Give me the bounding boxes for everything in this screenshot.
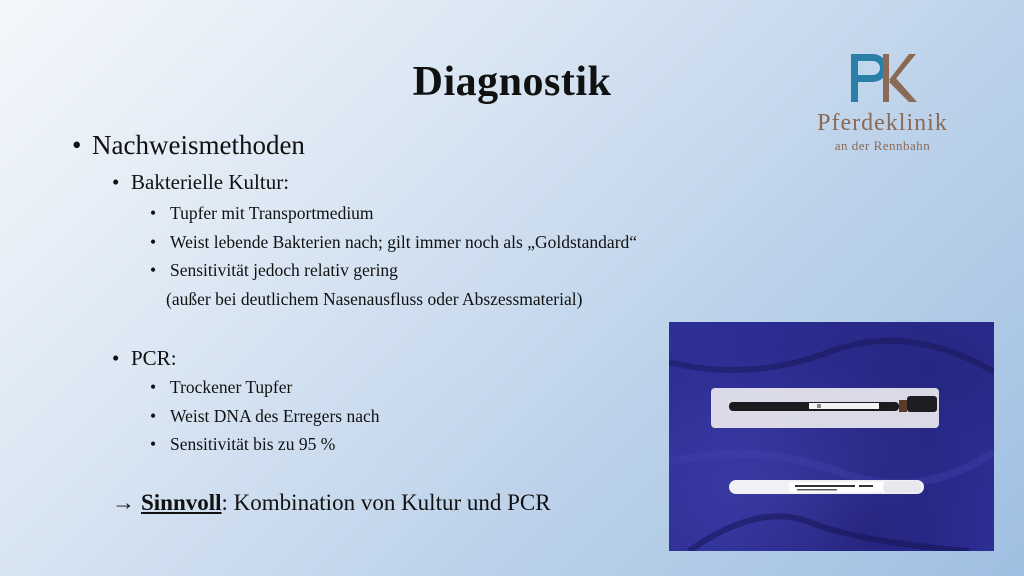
conclusion-keyword: Sinnvoll <box>141 490 222 515</box>
logo-clinic-subtitle: an der Rennbahn <box>834 138 931 153</box>
bullet-text: Tupfer mit Transportmedium <box>170 203 374 223</box>
bullet-text: Sensitivität bis zu 95 % <box>170 434 336 454</box>
bullet-continuation: (außer bei deutlichem Nasenausfluss oder Abszessmaterial) <box>166 289 583 309</box>
swab-photo-illustration <box>669 322 994 551</box>
bullet-pcr-item <box>150 406 380 427</box>
pk-monogram-icon <box>847 50 919 106</box>
bullet-level1 <box>72 130 305 161</box>
bullet-dot: • <box>150 434 157 454</box>
bullet-kultur <box>112 170 289 195</box>
bullet-text: PCR: <box>131 346 177 370</box>
bullet-pcr-item <box>150 434 335 455</box>
slide-title: Diagnostik <box>412 59 612 105</box>
bullet-pcr <box>112 346 177 371</box>
bullet-dot: • <box>72 130 82 160</box>
conclusion-text: : Kombination von Kultur und PCR <box>221 490 551 515</box>
bullet-dot: • <box>150 377 157 397</box>
bullet-pcr-item <box>150 377 292 398</box>
bullet-text: Bakterielle Kultur: <box>131 170 290 194</box>
bullet-dot: • <box>112 170 120 194</box>
clinic-logo <box>800 50 965 154</box>
bullet-dot: • <box>150 406 157 426</box>
bullet-text: Nachweismethoden <box>92 130 305 160</box>
bullet-text: Weist lebende Bakterien nach; gilt immer noch als „Goldstandard“ <box>170 232 638 252</box>
bullet-text: Trockener Tupfer <box>170 377 293 397</box>
swab-package-top <box>711 388 939 428</box>
logo-clinic-name: Pferdeklinik <box>817 110 948 136</box>
bullet-kultur-item <box>150 260 398 281</box>
bullet-kultur-item <box>150 203 374 224</box>
arrow-right-icon: → <box>112 490 135 515</box>
bullet-dot: • <box>150 232 157 252</box>
bullet-dot: • <box>150 203 157 223</box>
bullet-dot: • <box>150 260 157 280</box>
bullet-kultur-item <box>150 232 637 253</box>
swab-photo <box>669 322 994 551</box>
swab-tube-bottom <box>729 480 924 494</box>
conclusion-line <box>112 490 551 516</box>
bullet-text: Weist DNA des Erregers nach <box>170 406 380 426</box>
bullet-dot: • <box>112 346 120 370</box>
bullet-text: Sensitivität jedoch relativ gering <box>170 260 398 280</box>
